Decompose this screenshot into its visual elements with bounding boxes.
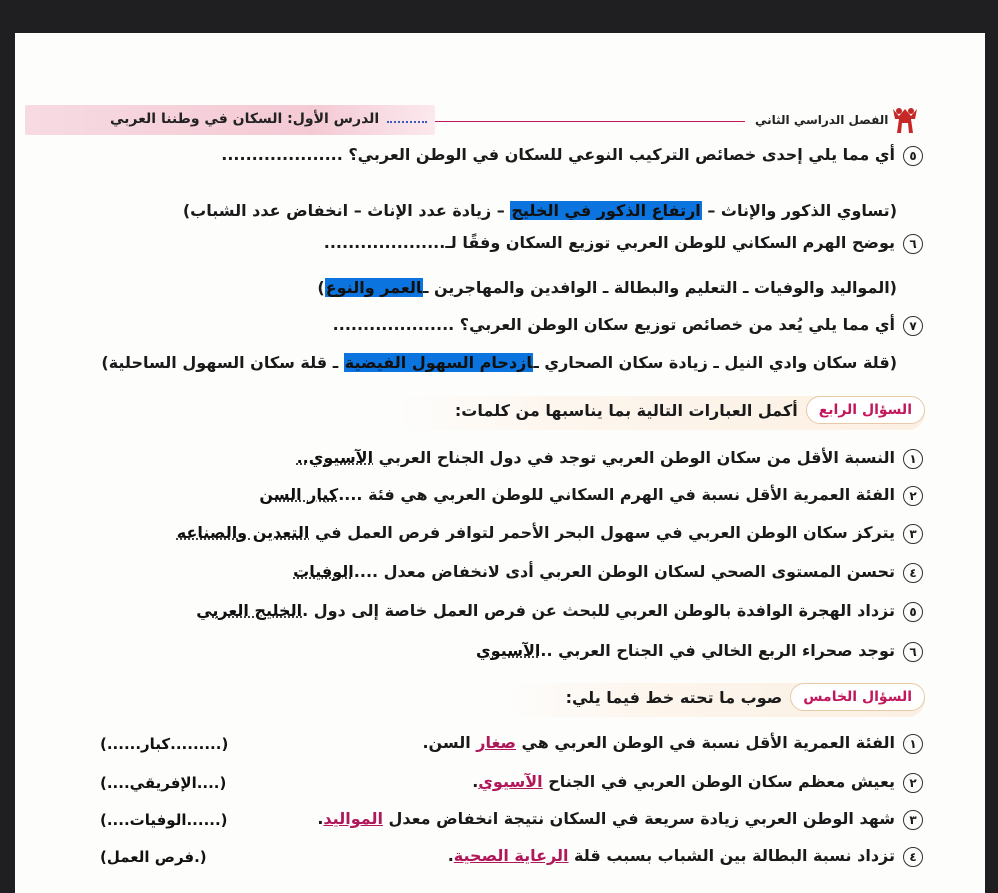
number-badge: ٥ [903, 602, 923, 622]
options-6 [317, 278, 897, 297]
correct-item [317, 809, 923, 830]
correction-answer: (....الإفريقي....) [100, 774, 227, 792]
section-4-header [395, 396, 925, 430]
item-text: توجد صحراء الربع الخالي في الجناح العربي .. [540, 641, 895, 660]
handwritten-answer: التعدين والصناعه [176, 523, 310, 542]
number-badge: ٦ [903, 234, 923, 254]
header-divider [435, 121, 745, 122]
question-text: أي مما يلي إحدى خصائص التركيب النوعي للسكان في الوطن العربي؟ .................... [221, 145, 895, 164]
item-text: تزداد الهجرة الوافدة بالوطن العربي للبحث عن فرص العمل خاصة إلى دول . [302, 601, 895, 620]
section-title: صوب ما تحته خط فيما يلي: [565, 687, 783, 707]
number-badge: ٢ [903, 773, 923, 793]
number-badge: ٤ [903, 847, 923, 867]
question-text: أي مما يلي يُعد من خصائص توزيع سكان الوطن العربي؟ .................... [332, 315, 895, 334]
question-7 [333, 315, 923, 336]
textbook-page [15, 33, 985, 893]
item-text: تزداد نسبة البطالة بين الشباب بسبب قلة [568, 846, 895, 865]
chapter-title: الفصل الدراسي الثاني [755, 113, 889, 127]
number-badge: ٧ [903, 316, 923, 336]
highlighted-answer: ازدحام السهول الفيضية [344, 353, 533, 372]
options-text: (المواليد والوفيات ـ التعليم والبطالة ـ الوافدين والمهاجرين ـ [422, 278, 897, 297]
correction-answer: (.فرص العمل) [100, 848, 207, 866]
item-text: . [447, 846, 454, 865]
question-6 [324, 233, 923, 254]
underlined-word: صغار [476, 733, 516, 752]
item-text: يتركز سكان الوطن العربي في سهول البحر الأحمر لتوافر فرص العمل في [309, 523, 895, 542]
underlined-word: الآسيوي [478, 772, 543, 791]
correction-answer: (......الوفيات....) [100, 811, 228, 829]
highlighted-answer: ارتفاع الذكور في الخليج [511, 201, 701, 220]
correct-item [448, 846, 923, 867]
handwritten-answer: الوفيات [293, 562, 354, 581]
number-badge: ٥ [903, 146, 923, 166]
item-text: . [472, 772, 479, 791]
fill-item [297, 448, 923, 469]
number-badge: ٤ [903, 563, 923, 583]
section-label: السؤال الرابع [806, 396, 925, 424]
item-text: يعيش معظم سكان الوطن العربي في الجناح [542, 772, 895, 791]
options-text: (تساوي الذكور والإناث – [701, 201, 897, 220]
question-5 [221, 145, 923, 166]
number-badge: ١ [903, 734, 923, 754]
options-text: (قلة سكان وادي النيل ـ زيادة سكان الصحاري ـ [533, 353, 897, 372]
handwritten-answer: الآسيوي [476, 641, 541, 660]
fill-item [259, 485, 923, 506]
options-7 [101, 353, 897, 372]
handwritten-answer: الآسيوي.. [296, 448, 374, 467]
lesson-title: الدرس الأول: السكان في وطننا العربي [110, 111, 380, 127]
number-badge: ١ [903, 449, 923, 469]
correction-answer: (.........كبار......) [100, 735, 229, 753]
number-badge: ٣ [903, 810, 923, 830]
options-text: ) [317, 278, 325, 297]
number-badge: ٦ [903, 642, 923, 662]
underlined-word: المواليد [323, 809, 383, 828]
item-text: النسبة الأقل من سكان الوطن العربي توجد في دول الجناح العربي [373, 448, 895, 467]
correct-item [472, 772, 923, 793]
underlined-word: الرعاية الصحية [453, 846, 569, 865]
section-label: السؤال الخامس [790, 683, 925, 711]
item-text: تحسن المستوى الصحي لسكان الوطن العربي أدى لانخفاض معدل .... [353, 562, 895, 581]
item-text: الفئة العمرية الأقل نسبة في الوطن العربي هي [515, 733, 895, 752]
correct-item [422, 733, 923, 754]
item-text: . [317, 809, 324, 828]
section-5-header [506, 683, 925, 717]
highlighted-answer: العمر والنوع [325, 278, 422, 297]
question-text: يوضح الهرم السكاني للوطن العربي توزيع السكان وفقًا لـ.................... [323, 233, 895, 252]
handwritten-answer: كبار السن [259, 485, 339, 504]
item-text: الفئة العمرية الأقل نسبة في الهرم السكاني للوطن العربي هي فئة .... [338, 485, 895, 504]
section-title: أكمل العبارات التالية بما يناسبها من كلمات: [454, 400, 798, 420]
options-5 [183, 201, 897, 220]
number-badge: ٣ [903, 524, 923, 544]
number-badge: ٢ [903, 486, 923, 506]
options-text: – زيادة عدد الإناث – انخفاض عدد الشباب) [182, 201, 511, 220]
item-text: شهد الوطن العربي زيادة سريعة في السكان نتيجة انخفاض معدل [382, 809, 895, 828]
figures-logo-icon [890, 105, 920, 135]
fill-item [177, 523, 923, 544]
handwritten-answer: الخليج العربي [196, 601, 303, 620]
fill-item [476, 641, 923, 662]
fill-item [293, 562, 923, 583]
item-text: السن. [422, 733, 477, 752]
fill-item [196, 601, 923, 622]
options-text: ـ قلة سكان السهول الساحلية) [101, 353, 344, 372]
dotted-divider [387, 121, 427, 123]
